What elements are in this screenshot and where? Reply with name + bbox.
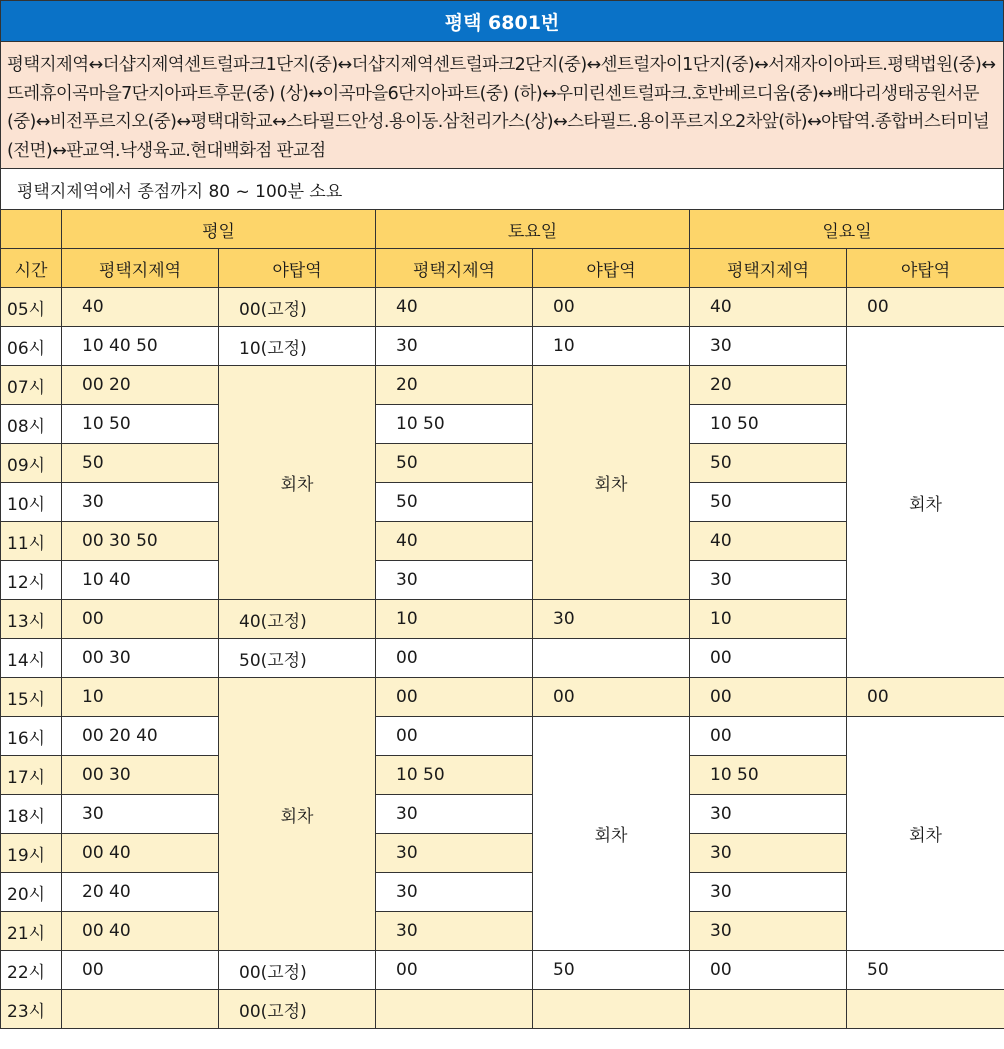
table-row [1,678,1004,717]
header-saturday-to: 야탑역 [533,249,690,288]
departure-cell: 30 [376,327,533,366]
departure-cell: 10(고정) [219,327,376,366]
departure-cell: 20 [376,366,533,405]
departure-cell: 00 [690,951,847,990]
table-row [1,717,1004,756]
hour-cell: 06시 [1,327,62,366]
hour-cell: 09시 [1,444,62,483]
hour-cell: 21시 [1,912,62,951]
departure-cell: 50(고정) [219,639,376,678]
hour-cell: 23시 [1,990,62,1029]
hour-cell: 20시 [1,873,62,912]
turnaround-cell: 회차 [847,327,1004,678]
departure-cell: 50 [62,444,219,483]
departure-cell: 50 [533,951,690,990]
departure-cell: 30 [690,795,847,834]
departure-cell: 30 [376,834,533,873]
hour-cell: 22시 [1,951,62,990]
departure-cell: 10 40 50 [62,327,219,366]
departure-cell [690,990,847,1029]
departure-cell: 30 [690,834,847,873]
departure-cell: 40(고정) [219,600,376,639]
turnaround-cell: 회차 [219,366,376,600]
route-description: 평택지제역↔더샵지제역센트럴파크1단지(중)↔더샵지제역센트럴파크2단지(중)↔센트럴자이1단지(중)↔서재자이아파트.평택법원(중)↔뜨레휴이곡마을7단지아파트후문(중) (상)↔이곡마을6단지아파트(중) (하)↔우미린센트럴파크.호반베르디움(중)↔배다리생태공원서문(중)↔비전푸르지오(중)↔평택대학교↔스타필드안성.용이동.삼천리가스(상)↔스타필드.용이푸르지오2차앞(하)↔야탑역.종합버스터미널(전면)↔판교역.낙생육교.현대백화점 판교점 [0,42,1004,169]
table-row [1,951,1004,990]
departure-cell: 00 [847,678,1004,717]
departure-cell: 40 [62,288,219,327]
departure-cell: 30 [62,483,219,522]
table-row [1,288,1004,327]
departure-cell: 40 [376,288,533,327]
departure-cell: 10 [690,600,847,639]
departure-cell: 10 50 [690,756,847,795]
departure-cell: 40 [690,522,847,561]
header-saturday-from: 평택지제역 [376,249,533,288]
departure-cell: 40 [690,288,847,327]
hour-cell: 10시 [1,483,62,522]
turnaround-cell: 회차 [219,678,376,951]
group-header-row [1,210,1004,249]
departure-cell: 10 40 [62,561,219,600]
header-weekday-from: 평택지제역 [62,249,219,288]
hour-cell: 05시 [1,288,62,327]
departure-cell: 00 40 [62,834,219,873]
departure-cell: 30 [690,912,847,951]
departure-cell: 00 [62,951,219,990]
departure-cell: 00 20 [62,366,219,405]
hour-cell: 11시 [1,522,62,561]
departure-cell: 30 [533,600,690,639]
departure-cell: 10 50 [376,405,533,444]
hour-cell: 19시 [1,834,62,873]
departure-cell: 00 [533,288,690,327]
header-time: 시간 [1,249,62,288]
departure-cell: 00 30 50 [62,522,219,561]
departure-cell: 30 [690,561,847,600]
departure-cell [62,990,219,1029]
hour-cell: 08시 [1,405,62,444]
header-sunday-to: 야탑역 [847,249,1004,288]
departure-cell: 00 40 [62,912,219,951]
departure-cell [533,639,690,678]
departure-cell: 20 40 [62,873,219,912]
header-sunday-from: 평택지제역 [690,249,847,288]
hour-cell: 17시 [1,756,62,795]
turnaround-cell: 회차 [533,717,690,951]
departure-cell: 10 [376,600,533,639]
departure-cell: 00 [376,951,533,990]
departure-cell: 00 [376,639,533,678]
departure-cell: 10 50 [690,405,847,444]
departure-cell: 10 [62,678,219,717]
departure-cell: 40 [376,522,533,561]
departure-cell: 30 [376,795,533,834]
column-header-row [1,249,1004,288]
departure-cell: 50 [376,444,533,483]
hour-cell: 14시 [1,639,62,678]
departure-cell: 00(고정) [219,951,376,990]
group-sunday: 일요일 [690,210,1004,249]
departure-cell: 30 [376,873,533,912]
departure-cell: 20 [690,366,847,405]
departure-cell: 00 [690,639,847,678]
departure-cell: 00 [847,288,1004,327]
departure-cell: 00 [62,600,219,639]
hour-cell: 12시 [1,561,62,600]
departure-cell: 10 50 [62,405,219,444]
departure-cell: 00 30 [62,756,219,795]
group-saturday: 토요일 [376,210,690,249]
departure-cell: 30 [376,561,533,600]
departure-cell: 00 30 [62,639,219,678]
departure-cell: 10 50 [376,756,533,795]
departure-cell: 00 [376,717,533,756]
departure-cell [533,990,690,1029]
page-title: 평택 6801번 [0,0,1004,42]
empty-corner-cell [1,210,62,249]
hour-cell: 07시 [1,366,62,405]
timetable [0,209,1004,1029]
departure-cell: 50 [847,951,1004,990]
departure-cell: 00 [376,678,533,717]
departure-cell [376,990,533,1029]
turnaround-cell: 회차 [533,366,690,600]
table-row [1,327,1004,366]
departure-cell: 50 [376,483,533,522]
departure-cell [847,990,1004,1029]
turnaround-cell: 회차 [847,717,1004,951]
departure-cell: 00 20 40 [62,717,219,756]
departure-cell: 30 [376,912,533,951]
group-weekday: 평일 [62,210,376,249]
travel-duration: 평택지제역에서 종점까지 80 ~ 100분 소요 [0,169,1004,209]
departure-cell: 30 [690,873,847,912]
hour-cell: 13시 [1,600,62,639]
departure-cell: 50 [690,483,847,522]
hour-cell: 16시 [1,717,62,756]
departure-cell: 30 [690,327,847,366]
hour-cell: 15시 [1,678,62,717]
departure-cell: 00 [690,678,847,717]
departure-cell: 00(고정) [219,990,376,1029]
hour-cell: 18시 [1,795,62,834]
departure-cell: 00 [690,717,847,756]
header-weekday-to: 야탑역 [219,249,376,288]
departure-cell: 30 [62,795,219,834]
departure-cell: 00 [533,678,690,717]
departure-cell: 50 [690,444,847,483]
departure-cell: 10 [533,327,690,366]
table-row [1,990,1004,1029]
departure-cell: 00(고정) [219,288,376,327]
